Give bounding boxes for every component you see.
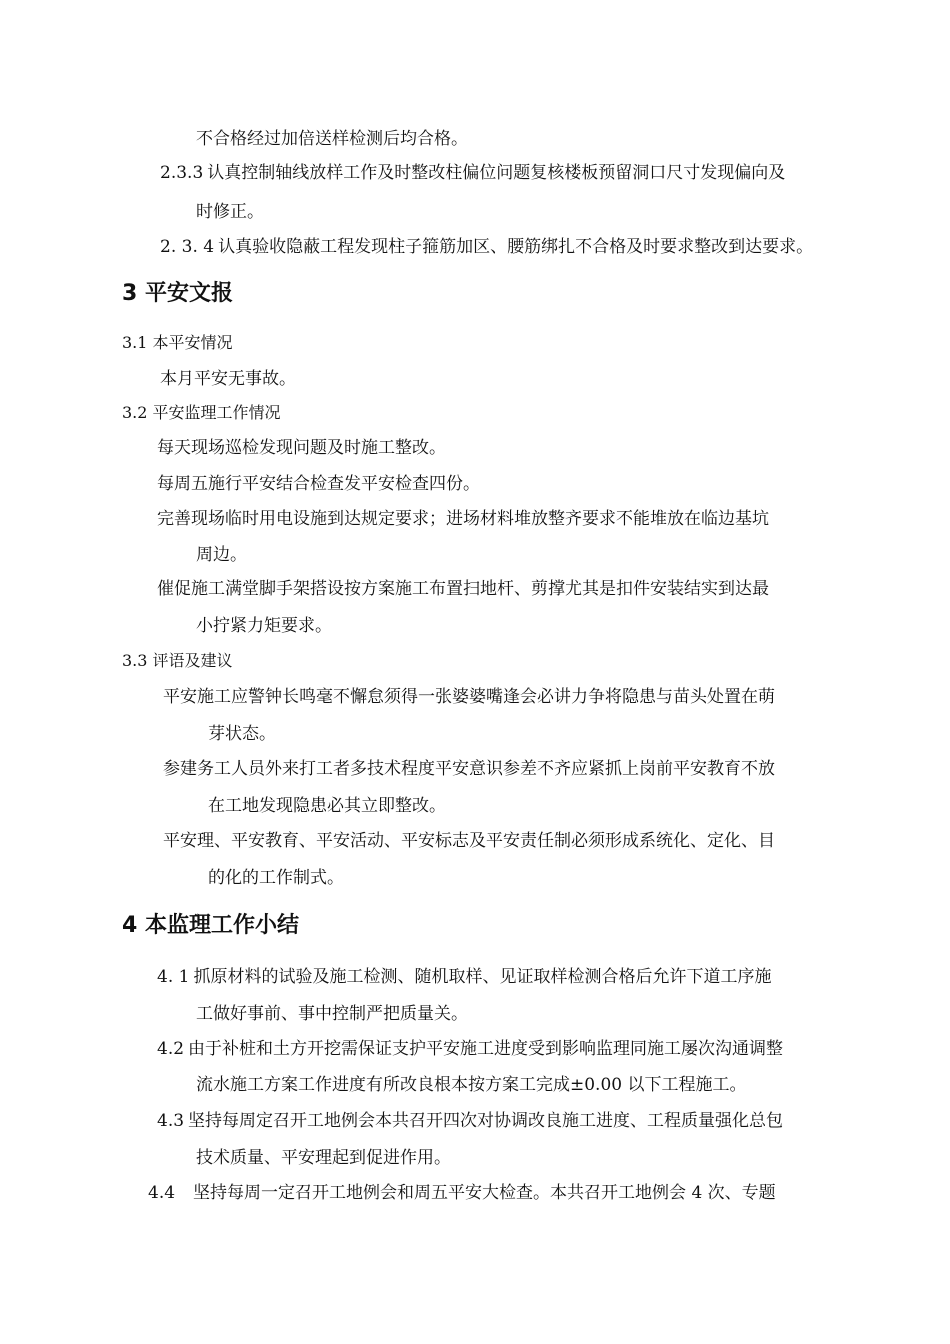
item-number: 2.3.3 (160, 163, 204, 183)
paragraph-line: 催促施工满堂脚手架搭设按方案施工布置扫地杆、剪撑尤其是扣件安装结实到达最 (157, 579, 769, 599)
item-text: 坚持每周一定召开工地例会和周五平安大检查。本共召开工地例会 4 次、专题 (193, 1183, 776, 1203)
item-text: 认真控制轴线放样工作及时整改柱偏位问题复核楼板预留洞口尺寸发现偏向及 (207, 163, 786, 183)
paragraph-line: 流水施工方案工作进度有所改良根本按方案工完成±0.00 以下工程施工。 (196, 1075, 747, 1095)
item-text: 由于补桩和土方开挖需保证支护平安施工进度受到影响监理同施工屡次沟通调整 (188, 1039, 784, 1059)
item-number: 4. 1 (157, 967, 190, 987)
paragraph-line: 本月平安无事故。 (160, 369, 296, 389)
list-item-4-2 (157, 1038, 783, 1060)
paragraph-line: 每周五施行平安结合检查发平安检查四份。 (157, 474, 480, 494)
paragraph-line: 完善现场临时用电设施到达规定要求；进场材料堆放整齐要求不能堆放在临边基坑 (157, 509, 769, 529)
list-item-4-3 (157, 1110, 783, 1132)
subheading-3-2: 3.2 平安监理工作情况 (122, 403, 281, 422)
item-number: 4.2 (157, 1039, 185, 1059)
paragraph-line: 工做好事前、事中控制严把质量关。 (196, 1004, 468, 1024)
paragraph-line: 每天现场巡检发现问题及时施工整改。 (157, 438, 446, 458)
item-number: 2. 3. 4 (160, 237, 215, 257)
paragraph-line: 时修正。 (196, 202, 264, 222)
paragraph-line: 不合格经过加倍送样检测后均合格。 (196, 129, 468, 149)
section-4-heading: 4 本监理工作小结 (122, 913, 299, 938)
paragraph-line: 在工地发现隐患必其立即整改。 (208, 796, 446, 816)
paragraph-line: 技术质量、平安理起到促进作用。 (196, 1148, 451, 1168)
paragraph-line: 芽状态。 (208, 724, 276, 744)
subheading-3-1: 3.1 本平安情况 (122, 333, 233, 352)
item-text: 抓原材料的试验及施工检测、随机取样、见证取样检测合格后允许下道工序施 (193, 967, 772, 987)
subheading-3-3: 3.3 评语及建议 (122, 651, 233, 670)
list-item-2-3-3 (160, 162, 785, 184)
paragraph-line: 参建务工人员外来打工者多技术程度平安意识参差不齐应紧抓上岗前平安教育不放 (163, 759, 775, 779)
item-text: 坚持每周定召开工地例会本共召开四次对协调改良施工进度、工程质量强化总包 (188, 1111, 784, 1131)
item-number: 4.3 (157, 1111, 185, 1131)
paragraph-line: 平安施工应警钟长鸣毫不懈怠须得一张婆婆嘴逢会必讲力争将隐患与苗头处置在萌 (163, 687, 775, 707)
paragraph-line: 小拧紧力矩要求。 (196, 616, 332, 636)
paragraph-line: 周边。 (196, 545, 247, 565)
item-text: 认真验收隐蔽工程发现柱子箍筋加区、腰筋绑扎不合格及时要求整改到达要求。 (218, 237, 814, 257)
list-item-2-3-4 (160, 236, 813, 258)
item-number: 4.4 (148, 1183, 176, 1203)
list-item-4-1 (157, 966, 771, 988)
list-item-4-4 (148, 1182, 776, 1204)
paragraph-line: 平安理、平安教育、平安活动、平安标志及平安责任制必须形成系统化、定化、目 (163, 831, 775, 851)
section-3-heading: 3 平安文报 (122, 281, 233, 306)
paragraph-line: 的化的工作制式。 (208, 868, 344, 888)
